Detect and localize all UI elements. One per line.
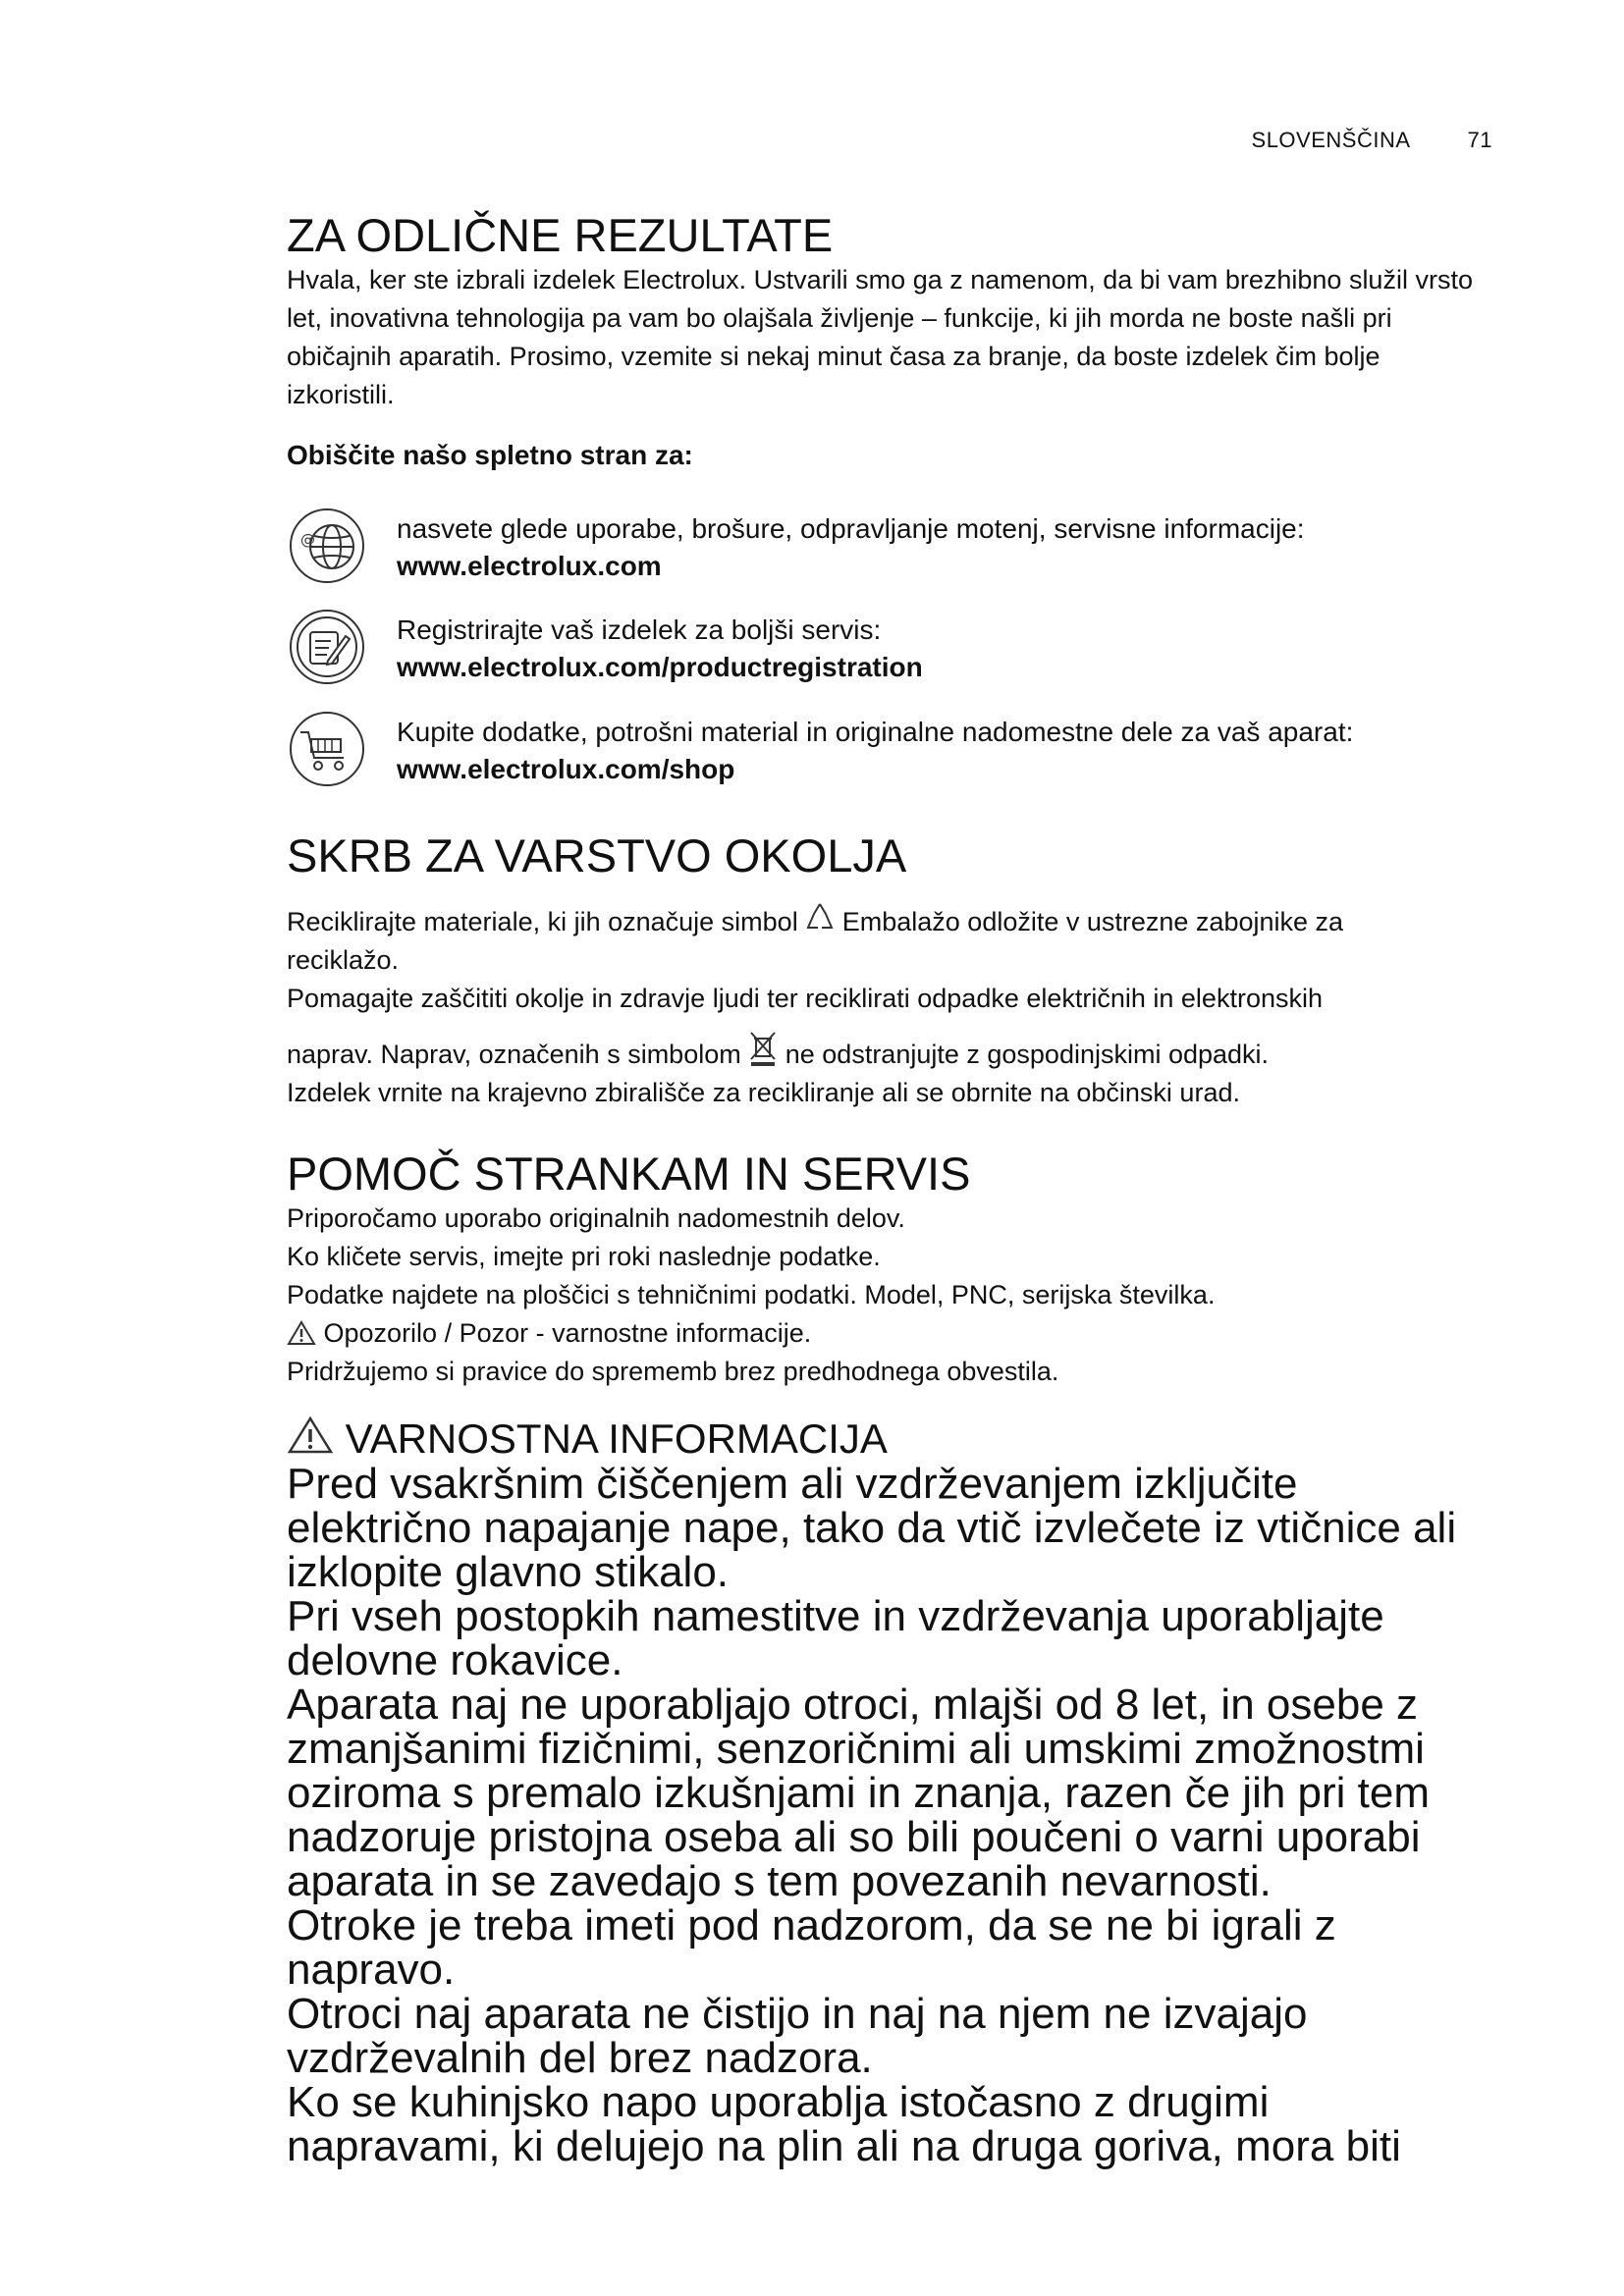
section-title-environment: SKRB ZA VARSTVO OKOLJA xyxy=(287,829,907,881)
link-description: Kupite dodatke, potrošni material in originalne nadomestne dele za vaš aparat: xyxy=(397,717,1354,747)
safety-line: aparata in se zavedajo s tem povezanih nevarnosti. xyxy=(287,1857,1272,1905)
warning-icon xyxy=(287,1320,316,1346)
service-line: Pridržujemo si pravice do sprememb brez predhodnega obvestila. xyxy=(287,1357,1059,1386)
env-paragraph-2b: naprav. Naprav, označenih s simbolom ne odstranjujte z gospodinjskimi odpadki. xyxy=(287,1030,1494,1074)
service-line: Priporočamo uporabo originalnih nadomestnih delov. xyxy=(287,1203,905,1233)
safety-line: Otroci naj aparata ne čistijo in naj na njem ne izvajajo xyxy=(287,1990,1308,2038)
link-description: nasvete glede uporabe, brošure, odpravljanje motenj, servisne informacije: xyxy=(397,513,1305,544)
page-header xyxy=(1178,128,1492,153)
crossed-bin-icon xyxy=(748,1030,778,1067)
language-label: SLOVENŠČINA xyxy=(1251,128,1411,152)
intro-paragraph: Hvala, ker ste izbrali izdelek Electrolux. Ustvarili smo ga z namenom, da bi vam brezhibno služil vrsto let, inovativna tehnologija pa vam bo olajšala življenje – funkcije, ki jih morda ne boste našli pri običajnih aparatih. Prosimo, vzemite si nekaj minut časa za branje, da boste izdelek čim bolje izkoristili. xyxy=(287,265,1473,409)
safety-line: napravami, ki delujejo na plin ali na druga goriva, mora biti xyxy=(287,2122,1401,2170)
safety-line: Pred vsakršnim čiščenjem ali vzdrževanjem izključite xyxy=(287,1460,1298,1508)
safety-line: oziroma s premalo izkušnjami in znanja, razen če jih pri tem xyxy=(287,1769,1431,1817)
safety-line: električno napajanje nape, tako da vtič izvlečete iz vtičnice ali xyxy=(287,1504,1457,1552)
service-warning-line: Opozorilo / Pozor - varnostne informacije. xyxy=(287,1314,1494,1353)
section-customer-service xyxy=(287,1148,1494,1391)
service-line: Ko kličete servis, imejte pri roki naslednje podatke. xyxy=(287,1242,881,1271)
registration-icon xyxy=(287,607,367,687)
link-url[interactable]: www.electrolux.com/shop xyxy=(397,754,735,784)
link-text-shop xyxy=(397,713,1526,787)
visit-label: Obiščite našo spletno stran za: xyxy=(287,440,693,470)
link-description: Registrirajte vaš izdelek za boljši servis: xyxy=(397,614,882,645)
safety-line: izklopite glavno stikalo. xyxy=(287,1548,730,1596)
shopping-cart-icon xyxy=(287,709,367,789)
safety-line: nadzoruje pristojna oseba ali so bili poučeni o varni uporabi xyxy=(287,1813,1421,1861)
safety-line: zmanjšanimi fizičnimi, senzoričnimi ali umskimi zmožnostmi xyxy=(287,1725,1425,1773)
link-url[interactable]: www.electrolux.com/productregistration xyxy=(397,652,923,682)
section-title-results: ZA ODLIČNE REZULTATE xyxy=(287,209,834,261)
section-environment xyxy=(287,830,1494,1112)
safety-line: delovne rokavice. xyxy=(287,1636,623,1684)
svg-text:@: @ xyxy=(300,531,315,549)
safety-text xyxy=(287,1462,1494,2168)
link-text-support xyxy=(397,509,1526,584)
env-paragraph-3: Izdelek vrnite na krajevno zbirališče za recikliranje ali se obrnite na občinski urad. xyxy=(287,1078,1240,1107)
safety-line: Otroke je treba imeti pod nadzorom, da se ne bi igrali z xyxy=(287,1901,1336,1949)
safety-line: Aparata naj ne uporabljajo otroci, mlajši od 8 let, in osebe z xyxy=(287,1681,1419,1729)
safety-line: vzdrževalnih del brez nadzora. xyxy=(287,2034,873,2082)
globe-icon xyxy=(287,506,367,586)
section-title-service: POMOČ STRANKAM IN SERVIS xyxy=(287,1148,971,1200)
recycling-icon xyxy=(805,901,835,934)
env-paragraph-1: Reciklirajte materiale, ki jih označuje simbol Embalažo odložite v ustrezne zabojnike za reciklažo. xyxy=(287,901,1494,980)
section-safety xyxy=(287,1415,1494,2168)
warning-icon xyxy=(287,1415,334,1455)
safety-line: napravo. xyxy=(287,1946,456,1994)
section-results xyxy=(287,210,1494,414)
safety-line: Ko se kuhinjsko napo uporablja istočasno z drugimi xyxy=(287,2078,1270,2126)
link-text-registration xyxy=(397,611,1526,685)
safety-line: Pri vseh postopkih namestitve in vzdrževanja uporabljajte xyxy=(287,1592,1384,1640)
link-url[interactable]: www.electrolux.com xyxy=(397,551,662,581)
section-title-safety: VARNOSTNA INFORMACIJA xyxy=(287,1415,1494,1462)
page-number: 71 xyxy=(1467,128,1492,152)
service-line: Podatke najdete na ploščici s tehničnimi podatki. Model, PNC, serijska številka. xyxy=(287,1280,1216,1309)
env-paragraph-2: Pomagajte zaščititi okolje in zdravje ljudi ter reciklirati odpadke električnih in elektronskih xyxy=(287,984,1323,1013)
